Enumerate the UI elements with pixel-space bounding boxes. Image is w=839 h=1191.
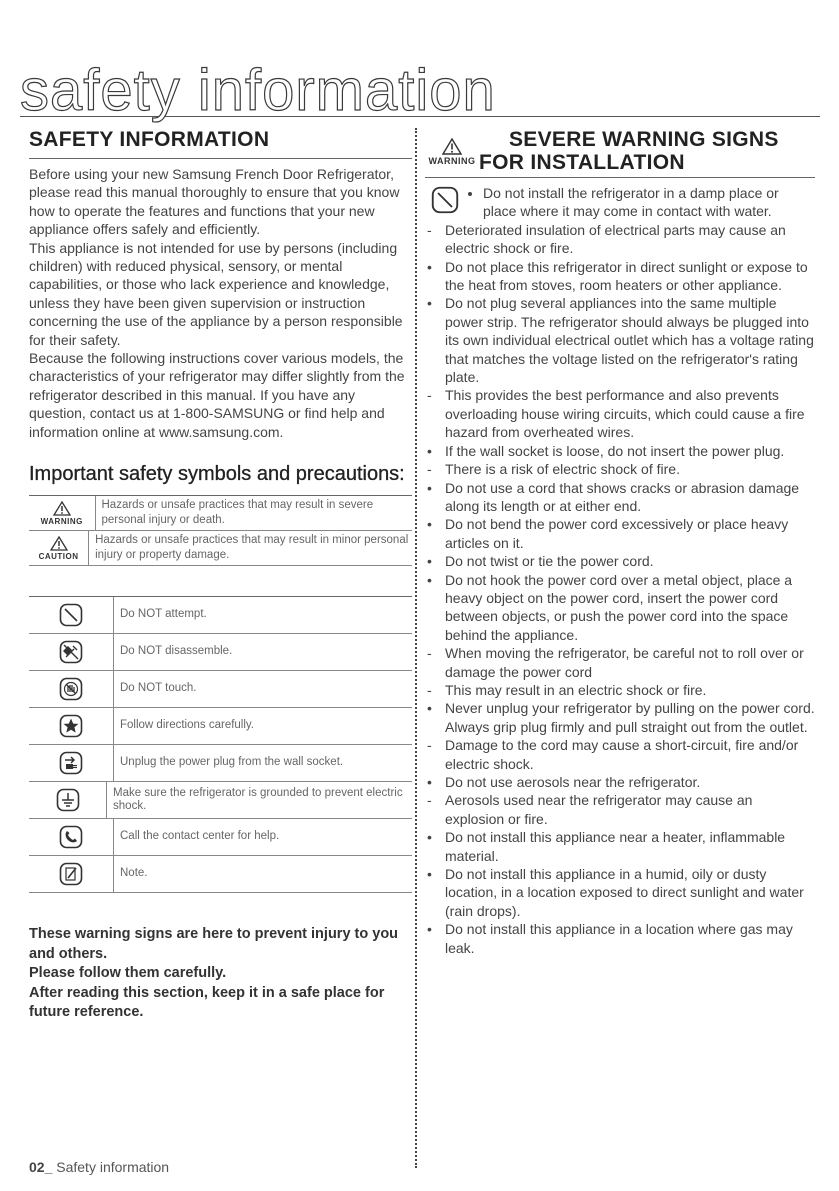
symbol-row <box>29 597 412 634</box>
warning-item-text: If the wall socket is loose, do not insert the power plug. <box>445 442 785 459</box>
warning-bullet-item <box>425 294 815 386</box>
closing-line: Please follow them carefully. <box>29 965 227 982</box>
dash-marker: - <box>427 461 432 478</box>
symbol-row <box>29 745 412 782</box>
bullet-marker: • <box>427 553 432 570</box>
warning-item-text: Do not twist or tie the power cord. <box>445 553 654 570</box>
bullet-marker: • <box>427 442 432 459</box>
prohibited-icon <box>431 186 459 214</box>
bullet-marker: • <box>427 571 432 588</box>
page-header <box>20 50 820 123</box>
warning-bullet-item <box>425 479 815 516</box>
warning-bullet-item <box>425 552 815 570</box>
closing-note <box>29 925 412 1023</box>
intro-text <box>29 165 412 441</box>
warning-item-text: This may result in an electric shock or fire. <box>445 681 707 698</box>
warning-triangle-icon <box>53 501 71 516</box>
closing-line: After reading this section, keep it in a safe place for future reference. <box>29 984 385 1021</box>
warning-consequence-item <box>425 221 815 258</box>
warning-item-text: Do not install this appliance near a heater, inflammable material. <box>445 829 786 864</box>
symbol-description: Make sure the refrigerator is grounded to prevent electric shock. <box>113 786 403 813</box>
hazard-level-row <box>29 496 412 531</box>
severe-title-line: SEVERE WARNING SIGNS <box>509 128 779 151</box>
severe-warning-header <box>425 128 815 178</box>
unplug-icon <box>59 751 83 775</box>
warning-bullet-item <box>425 571 815 645</box>
warning-item-text: Aerosols used near the refrigerator may cause an explosion or fire. <box>445 792 753 827</box>
page-title: safety information <box>20 58 496 123</box>
warning-bullet-item <box>425 442 815 460</box>
dash-marker: - <box>427 737 432 754</box>
warning-item-text: Do not install this appliance in a humid, oily or dusty location, in a location exposed to direct sunlight and water (rain drops). <box>445 866 804 919</box>
left-column <box>29 128 412 1023</box>
warning-item-text: Damage to the cord may cause a short-circuit, fire and/or electric shock. <box>445 737 799 772</box>
symbol-row <box>29 856 412 893</box>
symbol-description: Do NOT attempt. <box>120 608 207 621</box>
call-center-icon <box>59 825 83 849</box>
bullet-marker: • <box>427 921 432 938</box>
bullet-marker: • <box>427 258 432 275</box>
symbol-description: Do NOT touch. <box>120 682 197 695</box>
warning-triangle-icon <box>442 138 462 155</box>
warning-consequence-item <box>425 644 815 681</box>
caution-symbol <box>29 531 89 565</box>
warning-item-text: Deteriorated insulation of electrical parts may cause an electric shock or fire. <box>445 221 786 257</box>
warning-bullet-item <box>425 773 815 791</box>
symbol-table <box>29 596 412 893</box>
warning-bullet-item <box>425 515 815 552</box>
warning-symbol <box>29 496 96 530</box>
severe-warning-title <box>479 128 779 174</box>
symbol-description: Note. <box>120 867 148 880</box>
symbol-description: Do NOT disassemble. <box>120 645 233 658</box>
warning-consequence-item <box>425 460 815 478</box>
symbol-description: Unplug the power plug from the wall socket. <box>120 756 344 769</box>
warning-bullet-item <box>425 920 815 957</box>
footer-section: Safety information <box>56 1159 170 1175</box>
warning-item-text: There is a risk of electric shock of fire. <box>445 461 680 478</box>
intro-paragraph: This appliance is not intended for use by persons (including children) with reduced physical, sensory, or mental capabilities, or those who lack experience and knowledge, unless they have been given supervision or instruction concerning the use of the appliance by a person responsible for their safety. <box>29 239 403 348</box>
warning-item-text: Do not bend the power cord excessively or place heavy articles on it. <box>445 516 789 551</box>
severe-title-line: FOR INSTALLATION <box>479 151 685 174</box>
page-footer <box>29 1159 169 1175</box>
bullet-marker: • <box>427 295 432 312</box>
hazard-level-description: Hazards or unsafe practices that may result in severe personal injury or death. <box>101 499 374 526</box>
follow-directions-icon <box>59 714 83 738</box>
bullet-marker: • <box>427 516 432 533</box>
dash-marker: - <box>427 645 432 662</box>
intro-paragraph: Before using your new Samsung French Door Refrigerator, please read this manual thoroughly to ensure that you know how to operate the features and functions that your new appliance offers safely and efficiently. <box>29 166 400 238</box>
closing-line: These warning signs are here to prevent injury to you and others. <box>29 926 399 962</box>
symbol-row <box>29 782 412 819</box>
first-warning-item <box>425 184 815 221</box>
bullet-marker: • <box>427 866 432 883</box>
column-divider <box>415 128 417 1168</box>
symbol-row <box>29 671 412 708</box>
symbol-row <box>29 819 412 856</box>
warning-item-text: Do not place this refrigerator in direct sunlight or expose to the heat from stoves, room heaters or other appliance. <box>445 258 808 294</box>
warning-consequence-item <box>425 386 815 441</box>
note-icon <box>59 862 83 886</box>
warning-caption: WARNING <box>40 516 83 526</box>
symbol-row <box>29 634 412 671</box>
warning-consequence-item <box>425 791 815 828</box>
right-column <box>425 128 815 957</box>
warning-item-text: Do not plug several appliances into the same multiple power strip. The refrigerator should always be plugged into its own individual electrical outlet which has a voltage rating that matches the voltage listed on the refrigerator's rating plate. <box>445 295 814 386</box>
page-number: 02_ <box>29 1159 53 1175</box>
warning-bullet-item <box>425 699 815 736</box>
warning-item-text: • Do not install the refrigerator in a damp place or place where it may come in contact with water. <box>483 184 815 221</box>
intro-paragraph: Because the following instructions cover various models, the characteristics of your refrigerator may differ slightly from the refrigerator described in this manual. If you have any question, contact us at 1-800-SAMSUNG or find help and information online at www.samsung.com. <box>29 350 405 440</box>
warning-bullet-item <box>425 258 815 295</box>
dash-marker: - <box>427 221 432 238</box>
safety-information-heading: SAFETY INFORMATION <box>29 128 412 159</box>
dash-marker: - <box>427 681 432 698</box>
warning-bullet-item <box>425 865 815 920</box>
symbol-row <box>29 708 412 745</box>
symbols-heading: Important safety symbols and precautions: <box>29 463 405 486</box>
warning-item-text: Do not use aerosols near the refrigerator. <box>445 774 701 790</box>
bullet-marker: • <box>427 479 432 496</box>
caution-triangle-icon <box>50 536 68 551</box>
do-not-touch-icon <box>59 677 83 701</box>
hazard-level-table <box>29 495 412 566</box>
warning-items-list <box>425 221 815 957</box>
symbol-description: Call the contact center for help. <box>120 830 280 843</box>
ground-icon <box>56 788 80 812</box>
hazard-level-row <box>29 531 412 566</box>
warning-item-text: Do not use a cord that shows cracks or abrasion damage along its length or at either end. <box>445 479 800 514</box>
warning-item-text: Never unplug your refrigerator by pulling on the power cord. Always grip plug firmly and pull straight out from the outlet. <box>445 700 815 735</box>
warning-item-text: Do not hook the power cord over a metal object, place a heavy object on the power cord, insert the power cord between objects, or push the power cord into the space behind the appliance. <box>445 571 793 643</box>
bullet-marker: • <box>427 774 432 790</box>
warning-consequence-item <box>425 681 815 699</box>
caution-caption: CAUTION <box>38 551 79 561</box>
bullet-marker: • <box>427 829 432 846</box>
dash-marker: - <box>427 387 432 404</box>
warning-bullet-item <box>425 828 815 865</box>
warning-item-text: Do not install this appliance in a location where gas may leak. <box>445 921 793 956</box>
bullet-marker: • <box>427 700 432 717</box>
dash-marker: - <box>427 792 432 809</box>
warning-caption: WARNING <box>428 156 476 166</box>
warning-item-text: When moving the refrigerator, be careful not to roll over or damage the power cord <box>445 645 804 680</box>
do-not-disassemble-icon <box>59 640 83 664</box>
hazard-level-description: Hazards or unsafe practices that may result in minor personal injury or property damage. <box>95 534 409 561</box>
warning-item-text: This provides the best performance and also prevents overloading house wiring circuits, which could cause a fire hazard from overheated wires. <box>445 387 805 441</box>
symbol-description: Follow directions carefully. <box>120 719 255 732</box>
prohibited-icon <box>59 603 83 627</box>
warning-consequence-item <box>425 736 815 773</box>
